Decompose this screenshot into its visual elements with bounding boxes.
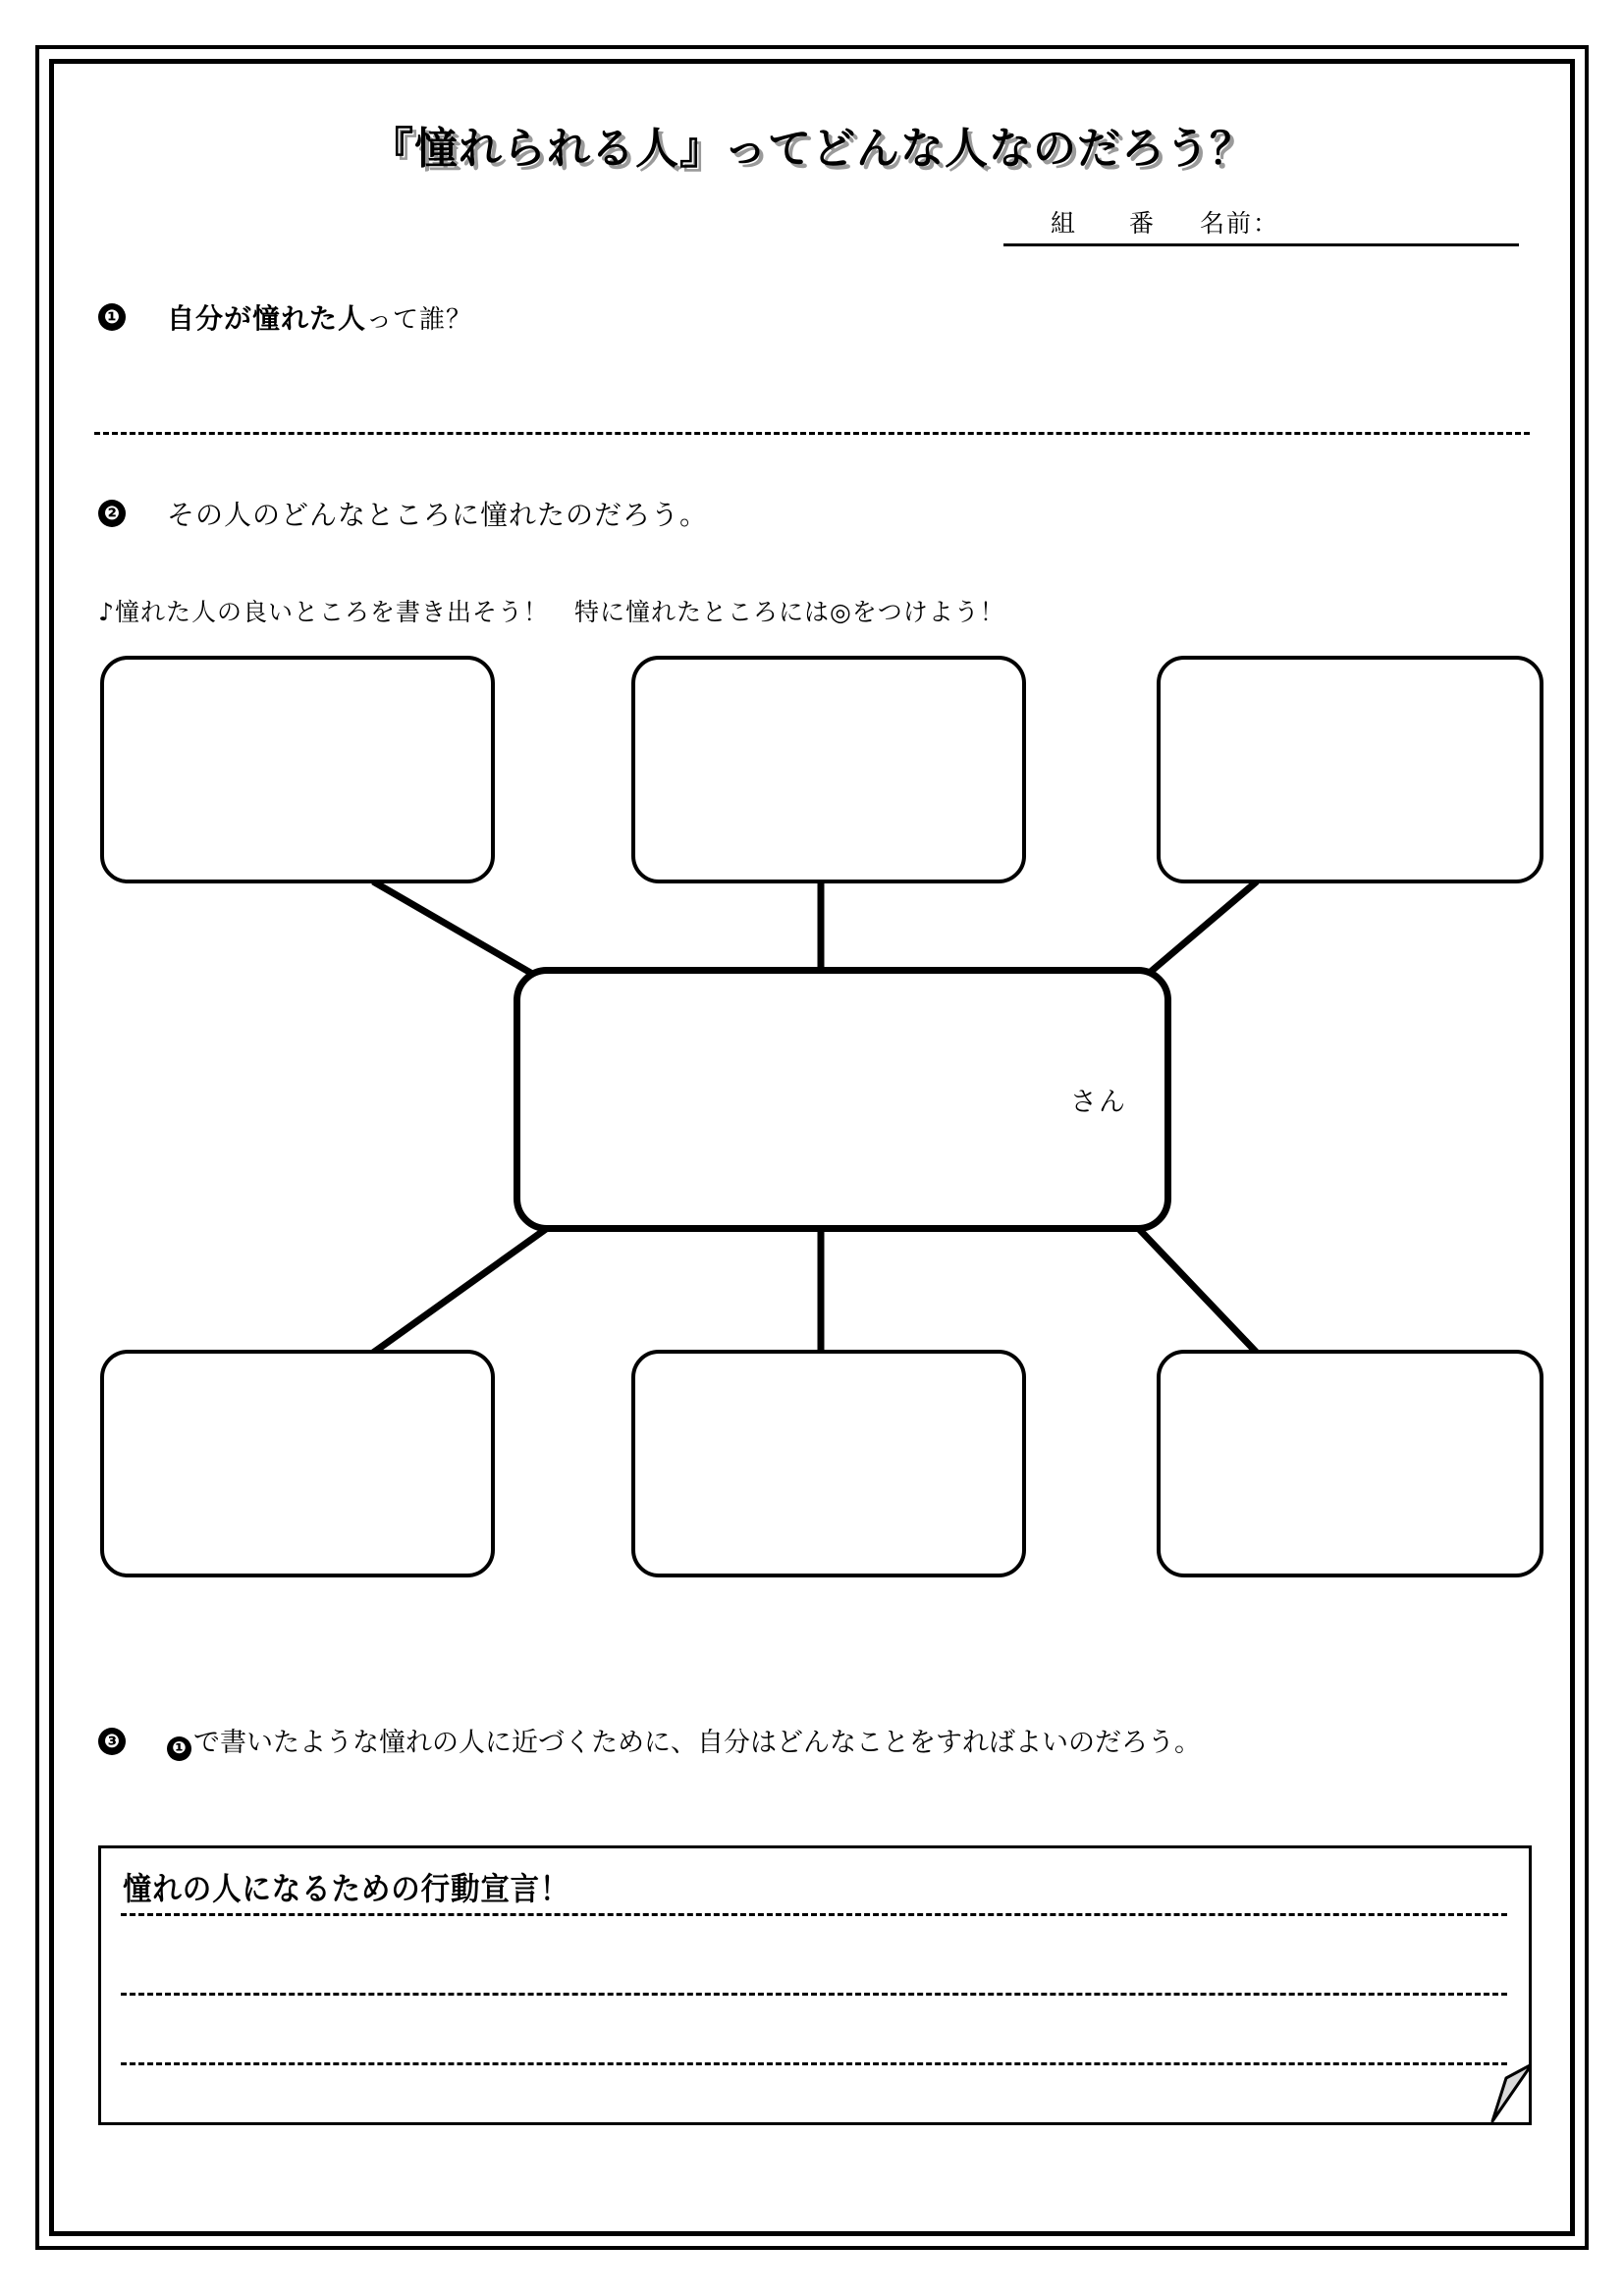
question-1-answer-line[interactable] (94, 432, 1530, 435)
mindmap-bubble-bottom-left[interactable] (100, 1350, 495, 1577)
question-1-number: ❶ (98, 303, 126, 331)
declaration-write-line-1[interactable] (121, 1913, 1507, 1916)
mindmap-bubble-top-middle[interactable] (631, 656, 1026, 883)
question-2-heading (98, 494, 708, 533)
declaration-title: 憧れの人になるための行動宣言！ (123, 1870, 570, 1907)
mindmap-instruction: ♪憧れた人の良いところを書き出そう！ 特に憧れたところには◎をつけよう！ (98, 598, 1005, 626)
question-3-body: で書いたような憧れの人に近づくために、自分はどんなことをすればよいのだろう。 (193, 1728, 1201, 1758)
question-1-light-text: って誰？ (366, 304, 473, 335)
class-label: 組 (1051, 209, 1078, 238)
question-3-heading (98, 1721, 1201, 1761)
declaration-write-line-3[interactable] (121, 2062, 1507, 2065)
question-1-strong-text: 自分が憧れた人 (167, 302, 367, 335)
action-declaration-box[interactable] (98, 1845, 1532, 2125)
question-3-number: ❸ (98, 1728, 126, 1755)
mindmap-center-bubble[interactable] (514, 967, 1171, 1232)
question-3-inline-reference: ❶ (167, 1736, 191, 1761)
name-label: 名前： (1200, 209, 1280, 238)
question-1-heading (98, 297, 472, 337)
mindmap-bubble-bottom-middle[interactable] (631, 1350, 1026, 1577)
folded-page-corner-icon (1471, 2064, 1532, 2125)
mindmap-bubble-top-right[interactable] (1157, 656, 1543, 883)
student-name-field[interactable] (1003, 199, 1519, 246)
question-2-text: その人のどんなところに憧れたのだろう。 (167, 499, 709, 531)
question-2-number: ❷ (98, 500, 126, 527)
question-3-text (167, 1721, 1201, 1761)
page-title: 『憧れられる人』ってどんな人なのだろう？ (370, 124, 1254, 174)
declaration-write-line-2[interactable] (121, 1993, 1507, 1996)
mindmap-bubble-bottom-right[interactable] (1157, 1350, 1543, 1577)
mindmap-bubble-top-left[interactable] (100, 656, 495, 883)
number-label: 番 (1129, 209, 1157, 238)
center-name-suffix: さん (1070, 1087, 1127, 1118)
